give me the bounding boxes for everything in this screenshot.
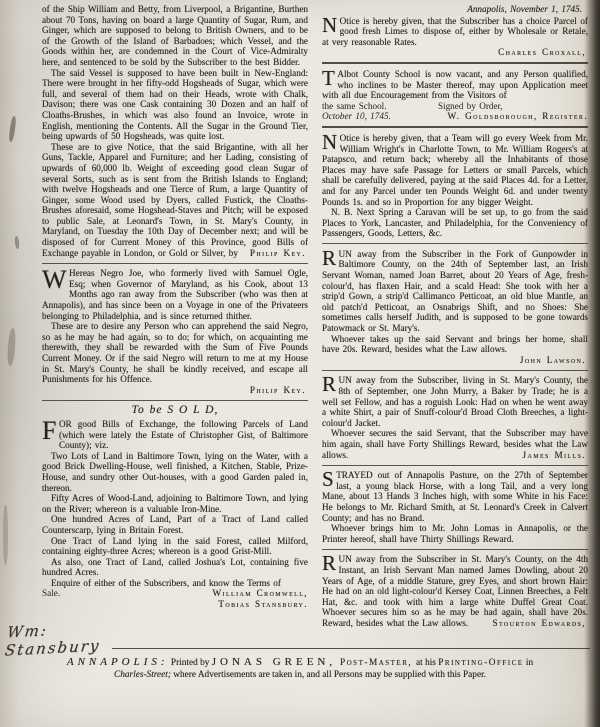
paragraph-text: OR good Bills of Exchange, the following Parcels of Land (which were lately the Estate of Christopher Gist, of Baltimore County); viz. <box>58 418 308 451</box>
section-divider <box>322 243 588 244</box>
ad-strayed-horse <box>322 467 588 544</box>
imprint-text: at his <box>416 658 439 668</box>
signature: William Cromwell, <box>212 588 308 599</box>
signature-line <box>42 385 308 396</box>
paragraph: Two Lots of Land in Baltimore Town, lying on the Water, with a good Brick Dwelling-House, well finished, a Kitchen, Stable, Prize-House, and sundry other Out-houses, with a good Garden paled in, thereon. <box>42 450 308 493</box>
section-divider <box>42 400 308 401</box>
signature-row <box>42 588 308 610</box>
paragraph <box>42 265 308 321</box>
paragraph <box>322 65 588 101</box>
section-divider <box>322 465 588 466</box>
paragraph: These are to desire any Person who can apprehend the said Negro, so as he may be had again, so to do; for which, on acquainting me therewith, they shall be rewarded with the Sum of Five Pounds Current Money. Or if the said Negro will return to me at my House in St. Mary's County, he shall be kindly received, and escape all Punishments for his Offence. <box>42 321 308 385</box>
ad-ship-condemnation-sale <box>42 4 308 258</box>
signature-line <box>322 355 588 366</box>
right-column <box>322 4 588 646</box>
ad-land-for-sale <box>42 415 308 611</box>
imprint-text: Post-Master, <box>336 658 417 668</box>
signature-line <box>322 47 588 58</box>
section-divider <box>322 62 588 64</box>
paragraph <box>322 467 588 523</box>
ad-school-master-vacancy <box>322 65 588 122</box>
imprint-street: Charles-Street; <box>114 670 171 680</box>
section-divider <box>322 549 588 550</box>
paragraph: Whoever brings him to Mr. John Lomas in Annapolis, or the Printer hereof, shall have Thirty Shillings Reward. <box>322 523 588 544</box>
paragraph-text: UN away from the Subscriber, living in St. Mary's County, the 8th of September, one John Murry, a Baker by Trade; he is a well set Fellow, and has a roguish Look: Had on when he went away a white Shirt, a pair of Snuff-colour'd Broad Cloth Breeches, a light-colour'd Jacket. <box>322 375 588 428</box>
imprint-text: Printed by <box>168 658 212 668</box>
paragraph-text: TRAYED out of Annapolis Pasture, on the 27th of September last, a young black Horse, with a long Tail, and a very long Mane, about 13 Hands 3 Inches high, with some White in his Face: He belongs to Mr. Richard Smith, at St. Leonard's Creek in Calvert County; and has no Brand. <box>322 470 588 523</box>
paragraph-text: UN away from the Subscriber in the Fork of Gunpowder in Baltimore County, on the 24th of September last, an Irish Servant Woman, named Joan Barret, about 20 Years of Age, fresh-colour'd, has flaxen Hair, and a scald Head: She took with her a strip'd Gown, a strip'd Callimanco Petticoat, an old blue Mantle, an old patch'd Petticoat, an Osnabrigs Shift, and no Shoes: She sometimes calls herself Judith, and is supposed to be gone towards Patowmack or St. Mary's. <box>322 248 588 334</box>
section-divider <box>322 126 588 128</box>
drop-cap: W <box>42 265 67 295</box>
ad-weekly-team-service <box>322 129 588 239</box>
section-heading: To be S O L D, <box>131 404 219 417</box>
drop-cap: R <box>322 372 337 397</box>
footer-rule <box>112 648 590 649</box>
signature: Philip Key. <box>249 247 306 258</box>
imprint-line-1 <box>40 656 560 669</box>
drop-cap: N <box>322 12 338 37</box>
signature: John Lawson. <box>519 354 586 365</box>
drop-cap: T <box>322 65 335 90</box>
imprint-text: where Advertisements are taken in, and all Persons may be supplied with this Paper. <box>170 670 486 680</box>
ad-runaway-james-dowling <box>322 551 588 628</box>
imprint-line-2 <box>40 669 560 681</box>
paragraph-text: Signed by Order, <box>437 100 503 111</box>
paragraph: Fifty Acres of Wood-Land, adjoining to Baltimore Town, and lying on the River; whereon is a valuable Iron-Mine. <box>42 493 308 514</box>
paragraph: As also, one Tract of Land, called Joshua's Lot, containing five hundred Acres. <box>42 556 308 578</box>
paragraph: of the Ship William and Betty, from Liverpool, a Brigantine, Burthen about 70 Tons, having on board a large Quantity of Sugar, Rum, and Ginger, which are supposed to belong to British Owners, and to be of the Growth of the Island of Barbadoes; which Vessel, and the Goods within her, are condemned in the Court of Vice-Admiralty here, and sentenced to be sold by the Subscriber to the best Bidder. <box>42 4 308 67</box>
paragraph <box>42 415 308 451</box>
ad-limes-notice <box>322 4 588 58</box>
signature: Tobias Stansbury. <box>218 599 308 610</box>
drop-cap: R <box>322 551 337 576</box>
paragraph-text: Hereas Negro Joe, who formerly lived with Samuel Ogle, Esq; when Governor of Maryland, as his Cook, about 13 Months ago ran away from the Subscriber (who was then at Annapolis), and has since been on a Voyage in one of the Privateers belonging to Philadelphia, and is since returned thither. <box>42 268 308 321</box>
imprint-text: Printing-Office <box>438 658 524 668</box>
section-divider <box>42 263 308 264</box>
date-text: October 10, 1745. <box>322 111 391 122</box>
printer-imprint <box>40 656 560 681</box>
ad-runaway-negro-joe <box>42 265 308 395</box>
paragraph <box>322 12 588 48</box>
paragraph: Whoever takes up the said Servant and brings her home, shall have 20s. Reward, besides what the Law allows. <box>322 333 588 355</box>
imprint-city: ANNAPOLIS: <box>66 656 169 668</box>
signature: W. Goldsborough, Register. <box>447 111 588 122</box>
paragraph: These are to give Notice, that the said Brigantine, with all her Guns, Tackle, Apparel and Furniture; and her Lading, consisting of upwards of 60,000 lb. Weight of exceeding good clean Sugar of several Sorts, such as is sent from the British Islands to England; with twelve Hogsheads and one Tierce of Rum, a large Quantity of Ginger, some Wood used by Dyers, called Fustick, the Cloaths-Brushes aforesaid, some Hogshead-Staves and Pitch; will be exposed to public Sale, at Leonard's Town, in St. Mary's County, in Maryland, on Tuesday the 10th Day of December next; and will be disposed of for Current Money of this Province, good Bills of Exchange payable in London, or Gold or Silver, by <box>42 141 308 258</box>
ad-runaway-john-murry <box>322 372 588 460</box>
signature: James Mills. <box>522 449 586 460</box>
paragraph-text: Otice is hereby given, that a Team will go every Week from Mr. William Wright's in Charlotte Town, to Mr. William Rogers's at Patapsco, and return back; whereby all the Inhabitants of those Places may have safe Passage for Letters or small Parcels, which shall be carefully delivered, paying at the said Places 4d. for a Letter, and for any Parcel under ten Pounds Weight 6d. and under twenty Pounds 1s. and so in Proportion for any bigger Weight. <box>322 132 588 207</box>
drop-cap: N <box>322 129 338 154</box>
ink-smudge <box>3 505 8 565</box>
dateline: Annapolis, November 1, 1745. <box>467 4 582 14</box>
paragraph-text: UN away from the Subscriber in St. Mary's County, on the 4th Instant, an Irish Servant Man named James Dowling, about 20 Years of Age, of a middle Stature, grey Eyes, and short brown Hair: He had on an old light-colour'd Kersey Coat, Linnen Breeches, a Felt Hat, &c. and took with him a large white Duffel Great Coat. Whoever secures him so as he may be had again, shall have 20s. Reward, besides what the Law allows. <box>322 554 588 628</box>
paragraph <box>322 129 588 207</box>
drop-cap: S <box>322 467 334 492</box>
handwritten-signature: Wm: Stansbury <box>3 621 102 660</box>
paragraph-text: Albot County School is now vacant, and any Person qualified, who inclines to be Master thereof, may upon Application meet with all due Encouragement from the Visitors of <box>322 68 588 101</box>
printer-name: JONAS GREEN, <box>211 656 337 668</box>
paragraph <box>322 372 588 428</box>
signature-line <box>322 450 588 461</box>
ink-smudge <box>14 236 19 249</box>
drop-cap: R <box>322 245 337 270</box>
section-divider <box>322 370 588 371</box>
date-signature-row <box>322 111 588 122</box>
signature: Philip Key. <box>249 384 306 395</box>
paragraph-text: Otice is hereby given, that the Subscriber has a choice Parcel of good fresh Limes to dispose of, either by Wholesale or Retale, at very reasonable Rates. <box>322 15 588 47</box>
left-column <box>42 4 308 646</box>
paragraph: N. B. Next Spring a Caravan will be set up, to go from the said Places to York, Lancaster, and Philadelphia, for the Conveniency of Passengers, Goods, Letters, &c. <box>322 207 588 239</box>
imprint-text: in <box>523 658 534 668</box>
ad-runaway-joan-barret <box>322 245 588 366</box>
paragraph <box>322 245 588 334</box>
paragraph: The said Vessel is supposed to have been built in New-England: There were brought in her fifty-odd Hogsheads of Sugar, which were full, and several of them had on their Heads, wrote with Chalk, Davison; there was one Cask containing 30 Dozen and an half of Cloaths-Brushes, in which was also found an Invoice, wrote in English, mentioning the Contents. All the Sugar in the Ground Tier, being upwards of 50 Hogsheads, was quite lost. <box>42 67 308 142</box>
ink-smudge <box>7 328 17 366</box>
signature: Stourton Edwards, <box>492 617 586 628</box>
signature: Charles Croxall, <box>498 47 586 58</box>
paragraph-text: the same School. <box>322 100 387 111</box>
signed-by-order-row <box>322 101 588 112</box>
signature-stack <box>212 588 308 610</box>
drop-cap: F <box>42 415 57 445</box>
paragraph: One hundred Acres of Land, Part of a Tract of Land called Counterscarp, lying in Britain Forest. <box>42 514 308 535</box>
paragraph: Enquire of either of the Subscribers, and know the Terms of <box>51 577 281 588</box>
ink-smudge <box>8 116 17 142</box>
paragraph: One Tract of Land lying in the said Forest, called Milford, containing eighty-three Acres; whereon is a good Grist-Mill. <box>42 535 308 557</box>
paragraph: Whoever secures the said Servant, that the Subscriber may have him again, shall have Forty Shillings Reward, besides what the Law allows. <box>322 428 588 460</box>
paragraph-text: Sale. <box>42 588 61 599</box>
